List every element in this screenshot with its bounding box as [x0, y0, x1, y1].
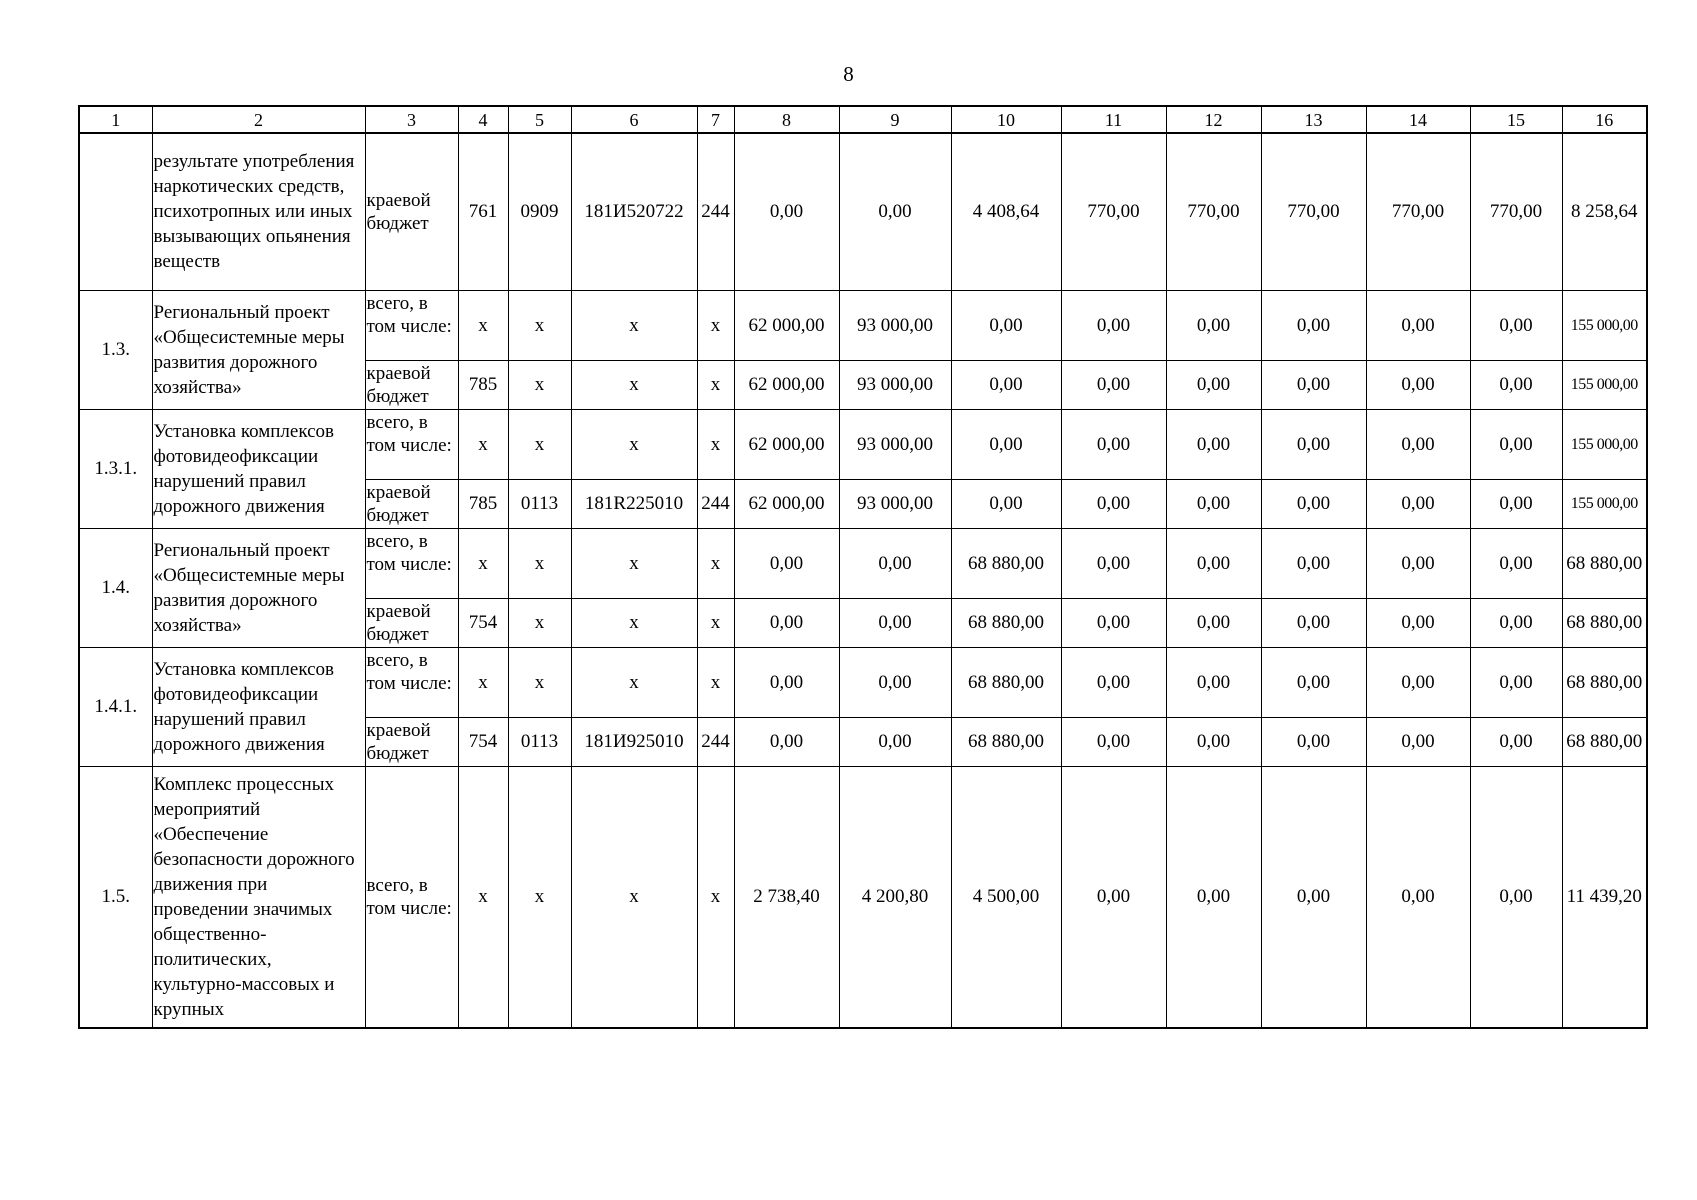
cell-c12: 770,00: [1166, 133, 1261, 290]
cell-c11: 0,00: [1061, 598, 1166, 647]
cell-c7: 244: [697, 479, 734, 528]
cell-c4: 754: [458, 717, 508, 766]
cell-c14: 0,00: [1366, 717, 1470, 766]
cell-c16: 155 000,00: [1562, 290, 1647, 360]
cell-c16: 155 000,00: [1562, 479, 1647, 528]
row-name: результате употребления наркотических средств, психотропных или иных вызывающих опьянения веществ: [152, 133, 365, 290]
cell-c14: 0,00: [1366, 528, 1470, 598]
funding-source: всего, в том числе:: [365, 766, 458, 1028]
cell-c12: 0,00: [1166, 409, 1261, 479]
row-number: 1.3.1.: [79, 409, 152, 528]
cell-c15: 0,00: [1470, 598, 1562, 647]
cell-c14: 0,00: [1366, 647, 1470, 717]
table-row: [79, 528, 1647, 598]
cell-c7: x: [697, 528, 734, 598]
page-number: 8: [843, 62, 854, 86]
cell-c7: x: [697, 290, 734, 360]
cell-c6: x: [571, 409, 697, 479]
cell-c8: 62 000,00: [734, 409, 839, 479]
cell-c11: 0,00: [1061, 360, 1166, 409]
cell-c16: 11 439,20: [1562, 766, 1647, 1028]
cell-c7: x: [697, 360, 734, 409]
header-cell: 5: [508, 106, 571, 133]
cell-c10: 0,00: [951, 360, 1061, 409]
funding-source: всего, в том числе:: [365, 647, 458, 717]
cell-c11: 0,00: [1061, 766, 1166, 1028]
cell-c15: 770,00: [1470, 133, 1562, 290]
cell-c12: 0,00: [1166, 479, 1261, 528]
cell-c12: 0,00: [1166, 598, 1261, 647]
cell-c5: x: [508, 528, 571, 598]
funding-source: всего, в том числе:: [365, 528, 458, 598]
cell-c10: 4 500,00: [951, 766, 1061, 1028]
row-number: 1.4.: [79, 528, 152, 647]
row-number: 1.3.: [79, 290, 152, 409]
table-row: [79, 290, 1647, 360]
cell-c4: x: [458, 290, 508, 360]
cell-c4: x: [458, 647, 508, 717]
cell-c6: 181И520722: [571, 133, 697, 290]
cell-c8: 62 000,00: [734, 479, 839, 528]
cell-c12: 0,00: [1166, 290, 1261, 360]
cell-c16: 8 258,64: [1562, 133, 1647, 290]
header-cell: 10: [951, 106, 1061, 133]
header-cell: 14: [1366, 106, 1470, 133]
header-cell: 7: [697, 106, 734, 133]
cell-c9: 93 000,00: [839, 479, 951, 528]
cell-c16: 68 880,00: [1562, 598, 1647, 647]
cell-c13: 0,00: [1261, 766, 1366, 1028]
cell-c11: 0,00: [1061, 647, 1166, 717]
row-number: 1.4.1.: [79, 647, 152, 766]
cell-c9: 0,00: [839, 133, 951, 290]
cell-c10: 68 880,00: [951, 528, 1061, 598]
cell-c9: 0,00: [839, 528, 951, 598]
cell-c8: 0,00: [734, 528, 839, 598]
cell-c13: 770,00: [1261, 133, 1366, 290]
cell-c16: 155 000,00: [1562, 360, 1647, 409]
cell-c4: x: [458, 409, 508, 479]
cell-c12: 0,00: [1166, 647, 1261, 717]
cell-c8: 2 738,40: [734, 766, 839, 1028]
header-cell: 15: [1470, 106, 1562, 133]
cell-c9: 93 000,00: [839, 409, 951, 479]
cell-c5: 0113: [508, 717, 571, 766]
funding-source: краевой бюджет: [365, 360, 458, 409]
cell-c16: 68 880,00: [1562, 717, 1647, 766]
header-cell: 3: [365, 106, 458, 133]
cell-c11: 0,00: [1061, 479, 1166, 528]
header-cell: 13: [1261, 106, 1366, 133]
cell-c8: 0,00: [734, 717, 839, 766]
cell-c4: 785: [458, 479, 508, 528]
cell-c12: 0,00: [1166, 766, 1261, 1028]
cell-c16: 68 880,00: [1562, 528, 1647, 598]
cell-c11: 0,00: [1061, 290, 1166, 360]
cell-c13: 0,00: [1261, 290, 1366, 360]
funding-source: всего, в том числе:: [365, 409, 458, 479]
cell-c6: x: [571, 598, 697, 647]
cell-c4: x: [458, 766, 508, 1028]
header-row: [79, 106, 1647, 133]
cell-c5: x: [508, 766, 571, 1028]
cell-c13: 0,00: [1261, 717, 1366, 766]
cell-c10: 68 880,00: [951, 647, 1061, 717]
cell-c5: x: [508, 409, 571, 479]
cell-c13: 0,00: [1261, 598, 1366, 647]
cell-c15: 0,00: [1470, 717, 1562, 766]
cell-c11: 770,00: [1061, 133, 1166, 290]
cell-c11: 0,00: [1061, 409, 1166, 479]
cell-c8: 62 000,00: [734, 360, 839, 409]
funding-source: краевой бюджет: [365, 717, 458, 766]
cell-c9: 0,00: [839, 598, 951, 647]
funding-source: всего, в том числе:: [365, 290, 458, 360]
cell-c5: x: [508, 598, 571, 647]
header-cell: 12: [1166, 106, 1261, 133]
cell-c15: 0,00: [1470, 290, 1562, 360]
cell-c5: x: [508, 290, 571, 360]
cell-c13: 0,00: [1261, 647, 1366, 717]
row-name: Установка комплексов фотовидеофиксации нарушений правил дорожного движения: [152, 409, 365, 528]
cell-c10: 68 880,00: [951, 598, 1061, 647]
cell-c8: 0,00: [734, 647, 839, 717]
cell-c9: 4 200,80: [839, 766, 951, 1028]
cell-c15: 0,00: [1470, 766, 1562, 1028]
cell-c9: 93 000,00: [839, 290, 951, 360]
cell-c16: 155 000,00: [1562, 409, 1647, 479]
header-cell: 2: [152, 106, 365, 133]
cell-c13: 0,00: [1261, 528, 1366, 598]
cell-c10: 0,00: [951, 290, 1061, 360]
cell-c10: 0,00: [951, 409, 1061, 479]
cell-c9: 0,00: [839, 647, 951, 717]
cell-c10: 0,00: [951, 479, 1061, 528]
cell-c7: x: [697, 766, 734, 1028]
cell-c6: 181R225010: [571, 479, 697, 528]
funding-source: краевой бюджет: [365, 479, 458, 528]
cell-c7: x: [697, 409, 734, 479]
cell-c8: 0,00: [734, 598, 839, 647]
cell-c6: x: [571, 647, 697, 717]
cell-c13: 0,00: [1261, 409, 1366, 479]
cell-c14: 770,00: [1366, 133, 1470, 290]
cell-c15: 0,00: [1470, 647, 1562, 717]
funding-source: краевой бюджет: [365, 598, 458, 647]
cell-c15: 0,00: [1470, 479, 1562, 528]
cell-c6: x: [571, 528, 697, 598]
table-body: [79, 106, 1647, 1028]
row-number: 1.5.: [79, 766, 152, 1028]
cell-c11: 0,00: [1061, 528, 1166, 598]
cell-c4: x: [458, 528, 508, 598]
cell-c10: 4 408,64: [951, 133, 1061, 290]
cell-c5: 0113: [508, 479, 571, 528]
cell-c14: 0,00: [1366, 290, 1470, 360]
cell-c8: 62 000,00: [734, 290, 839, 360]
cell-c12: 0,00: [1166, 528, 1261, 598]
cell-c7: 244: [697, 717, 734, 766]
header-cell: 9: [839, 106, 951, 133]
header-cell: 11: [1061, 106, 1166, 133]
cell-c14: 0,00: [1366, 409, 1470, 479]
header-cell: 16: [1562, 106, 1647, 133]
cell-c12: 0,00: [1166, 717, 1261, 766]
cell-c7: x: [697, 647, 734, 717]
cell-c6: 181И925010: [571, 717, 697, 766]
cell-c6: x: [571, 290, 697, 360]
row-name: Региональный проект «Общесистемные меры развития дорожного хозяйства»: [152, 528, 365, 647]
table-row: [79, 133, 1647, 290]
cell-c7: 244: [697, 133, 734, 290]
cell-c11: 0,00: [1061, 717, 1166, 766]
cell-c8: 0,00: [734, 133, 839, 290]
cell-c7: x: [697, 598, 734, 647]
cell-c14: 0,00: [1366, 479, 1470, 528]
header-cell: 1: [79, 106, 152, 133]
cell-c9: 93 000,00: [839, 360, 951, 409]
header-cell: 8: [734, 106, 839, 133]
cell-c4: 785: [458, 360, 508, 409]
cell-c5: x: [508, 647, 571, 717]
cell-c14: 0,00: [1366, 360, 1470, 409]
cell-c15: 0,00: [1470, 528, 1562, 598]
header-cell: 4: [458, 106, 508, 133]
row-name: Комплекс процессных мероприятий «Обеспечение безопасности дорожного движения при проведении значимых общественно-политических, культурно-массовых и крупных: [152, 766, 365, 1028]
cell-c15: 0,00: [1470, 409, 1562, 479]
cell-c6: x: [571, 766, 697, 1028]
cell-c4: 761: [458, 133, 508, 290]
cell-c15: 0,00: [1470, 360, 1562, 409]
cell-c4: 754: [458, 598, 508, 647]
table-row: [79, 409, 1647, 479]
funding-source: краевой бюджет: [365, 133, 458, 290]
cell-c12: 0,00: [1166, 360, 1261, 409]
cell-c13: 0,00: [1261, 479, 1366, 528]
row-name: Региональный проект «Общесистемные меры развития дорожного хозяйства»: [152, 290, 365, 409]
header-cell: 6: [571, 106, 697, 133]
cell-c9: 0,00: [839, 717, 951, 766]
row-name: Установка комплексов фотовидеофиксации нарушений правил дорожного движения: [152, 647, 365, 766]
table-row: [79, 647, 1647, 717]
row-number: [79, 133, 152, 290]
cell-c14: 0,00: [1366, 598, 1470, 647]
cell-c5: x: [508, 360, 571, 409]
cell-c10: 68 880,00: [951, 717, 1061, 766]
cell-c16: 68 880,00: [1562, 647, 1647, 717]
cell-c13: 0,00: [1261, 360, 1366, 409]
cell-c6: x: [571, 360, 697, 409]
cell-c5: 0909: [508, 133, 571, 290]
budget-table: [78, 105, 1648, 1029]
cell-c14: 0,00: [1366, 766, 1470, 1028]
table-row: [79, 766, 1647, 1028]
